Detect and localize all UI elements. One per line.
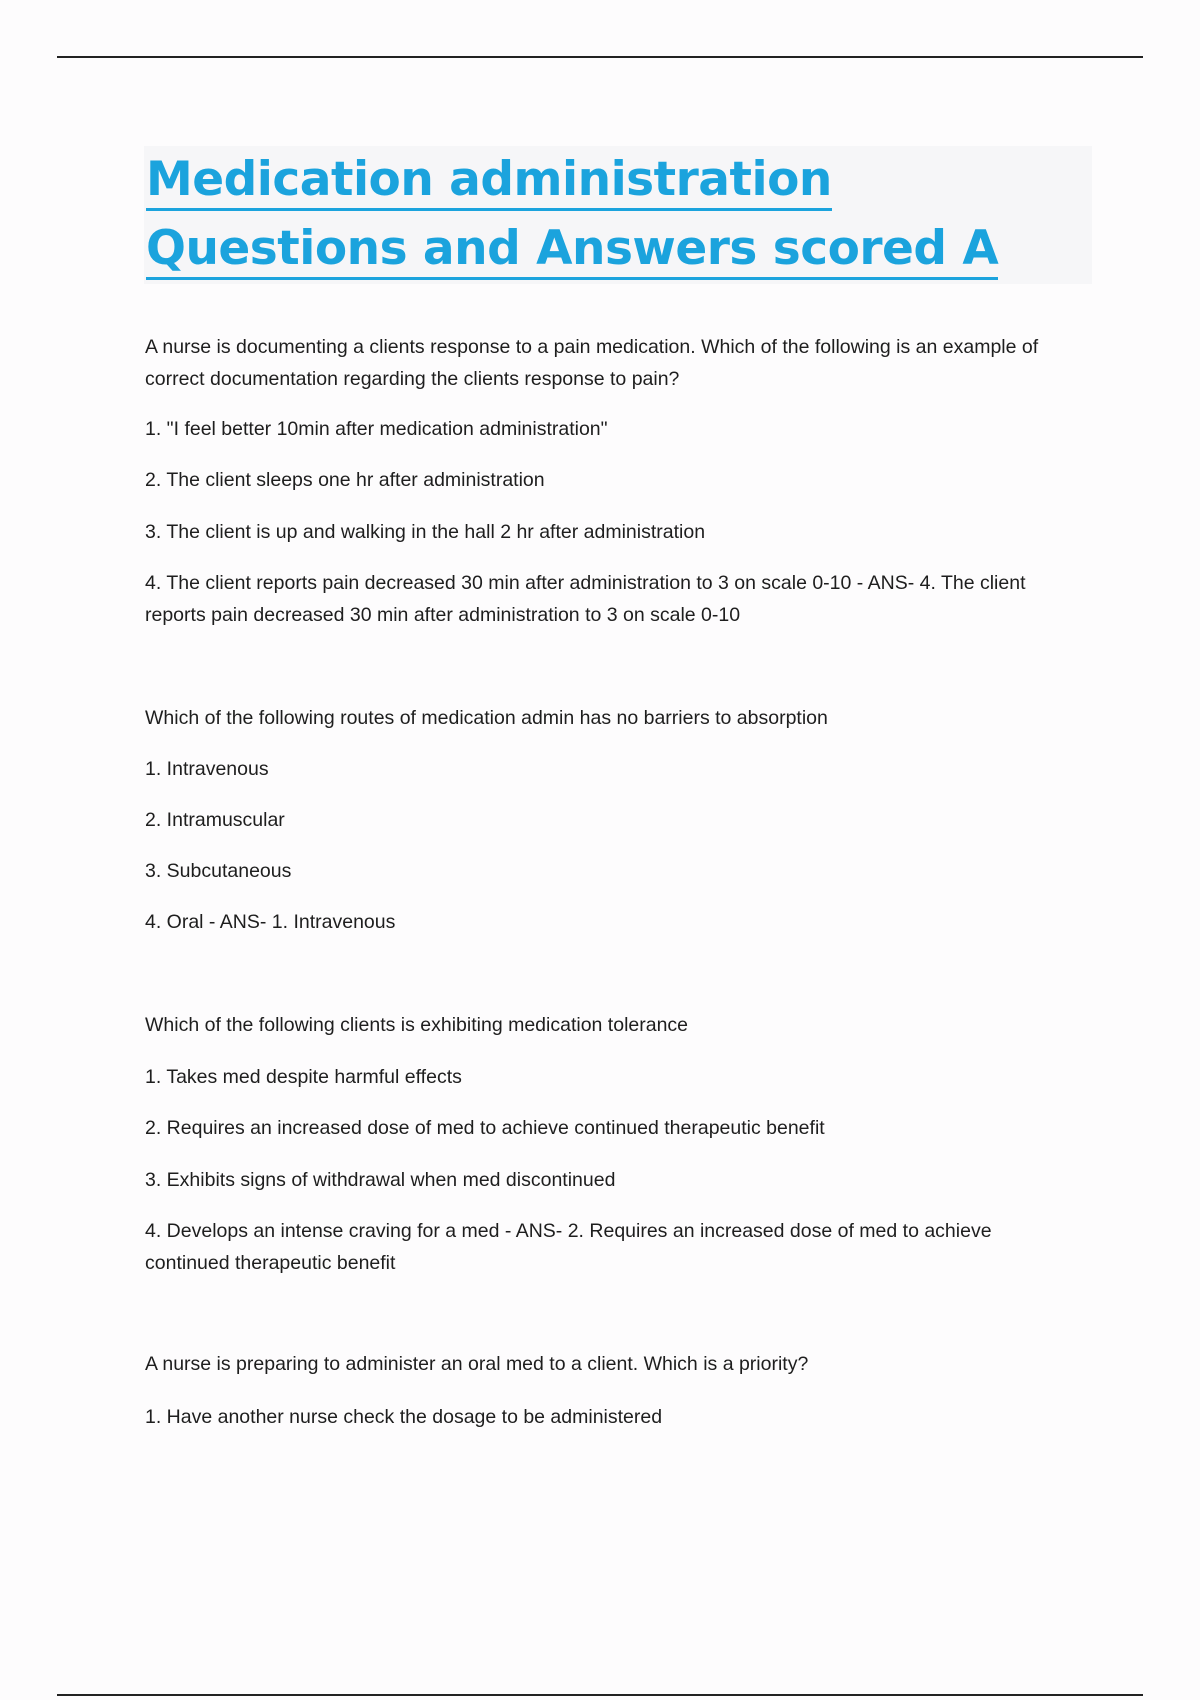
question-4-stem: A nurse is preparing to administer an oral med to a client. Which is a priority? — [145, 1353, 809, 1375]
question-1-stem-line-2: correct documentation regarding the clients response to pain? — [145, 368, 680, 390]
question-1-option-1: 1. "I feel better 10min after medication administration" — [145, 418, 608, 440]
question-1-option-4-line-2: reports pain decreased 30 min after administration to 3 on scale 0-10 — [145, 604, 741, 626]
question-3-option-4-line-2: continued therapeutic benefit — [145, 1252, 396, 1274]
document-title-line-2: Questions and Answers scored A — [146, 221, 998, 280]
question-1-stem-line-1: A nurse is documenting a clients response to a pain medication. Which of the following is an example of — [145, 336, 1039, 358]
question-3-option-2: 2. Requires an increased dose of med to achieve continued therapeutic benefit — [145, 1117, 825, 1139]
question-1-option-2: 2. The client sleeps one hr after administration — [145, 469, 545, 491]
header-rule — [57, 56, 1143, 58]
document-title-line-1: Medication administration — [146, 152, 832, 211]
question-3-stem: Which of the following clients is exhibiting medication tolerance — [145, 1014, 689, 1036]
question-2-option-2: 2. Intramuscular — [145, 809, 285, 831]
question-2-option-1: 1. Intravenous — [145, 758, 269, 780]
question-4-option-1: 1. Have another nurse check the dosage to be administered — [145, 1406, 663, 1428]
question-1-option-3: 3. The client is up and walking in the hall 2 hr after administration — [145, 521, 706, 543]
question-1-option-4-line-1: 4. The client reports pain decreased 30 min after administration to 3 on scale 0-10 - ANS- 4. The client — [145, 572, 1026, 594]
question-3-option-4-line-1: 4. Develops an intense craving for a med - ANS- 2. Requires an increased dose of med to achieve — [145, 1220, 992, 1242]
question-2-stem: Which of the following routes of medication admin has no barriers to absorption — [145, 707, 828, 729]
footer-rule — [57, 1694, 1143, 1696]
question-3-option-3: 3. Exhibits signs of withdrawal when med discontinued — [145, 1169, 616, 1191]
question-2-option-3: 3. Subcutaneous — [145, 860, 292, 882]
question-2-option-4: 4. Oral - ANS- 1. Intravenous — [145, 911, 396, 933]
question-3-option-1: 1. Takes med despite harmful effects — [145, 1066, 462, 1088]
